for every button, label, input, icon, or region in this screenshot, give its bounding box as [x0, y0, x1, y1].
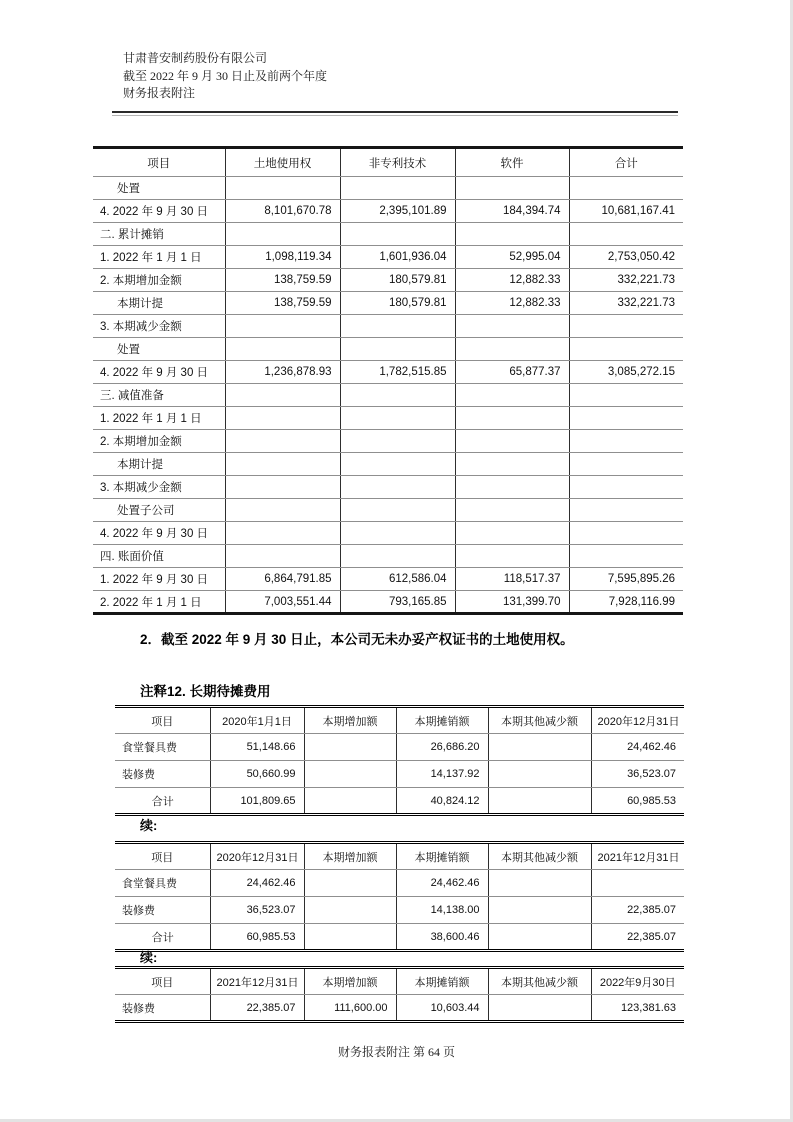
value-cell: 138,759.59 — [225, 292, 340, 315]
value-cell — [225, 499, 340, 522]
table-row — [93, 568, 683, 591]
value-cell: 332,221.73 — [569, 292, 683, 315]
table-row — [93, 407, 683, 430]
value-cell — [225, 338, 340, 361]
row-label-cell: 食堂餐具费 — [115, 734, 210, 761]
value-cell: 52,995.04 — [455, 246, 569, 269]
value-cell — [569, 407, 683, 430]
row-label-cell: 装修费 — [115, 897, 210, 924]
deferred-expenses-table-2020 — [115, 705, 684, 816]
table-row — [115, 897, 684, 924]
value-cell: 51,148.66 — [210, 734, 304, 761]
row-label-cell: 2. 2022 年 1 月 1 日 — [93, 591, 225, 614]
value-cell — [304, 734, 396, 761]
intangible-assets-table — [93, 146, 683, 615]
value-cell — [455, 476, 569, 499]
value-cell: 36,523.07 — [210, 897, 304, 924]
row-label-cell: 二. 累计摊销 — [93, 223, 225, 246]
value-cell — [455, 407, 569, 430]
row-label-cell: 处置 — [93, 177, 225, 200]
row-label-cell: 合计 — [115, 924, 210, 951]
value-cell — [225, 384, 340, 407]
column-header: 合计 — [569, 148, 683, 177]
row-label-cell: 处置 — [93, 338, 225, 361]
value-cell: 118,517.37 — [455, 568, 569, 591]
value-cell — [488, 870, 591, 897]
column-header: 软件 — [455, 148, 569, 177]
value-cell: 7,595,895.26 — [569, 568, 683, 591]
value-cell — [225, 223, 340, 246]
value-cell: 180,579.81 — [340, 269, 455, 292]
header-row — [115, 843, 684, 870]
column-header: 本期增加额 — [304, 843, 396, 870]
value-cell — [455, 315, 569, 338]
column-header: 非专利技术 — [340, 148, 455, 177]
table-row — [93, 522, 683, 545]
value-cell: 3,085,272.15 — [569, 361, 683, 384]
value-cell — [569, 545, 683, 568]
row-label-cell: 2. 本期增加金额 — [93, 430, 225, 453]
table-row — [93, 246, 683, 269]
column-header: 本期其他减少额 — [488, 707, 591, 734]
table-row — [115, 788, 684, 815]
value-cell — [569, 223, 683, 246]
value-cell: 14,138.00 — [396, 897, 488, 924]
column-header: 本期增加额 — [304, 707, 396, 734]
row-label-cell: 装修费 — [115, 995, 210, 1022]
row-label-cell: 三. 减值准备 — [93, 384, 225, 407]
value-cell — [569, 476, 683, 499]
value-cell: 24,462.46 — [396, 870, 488, 897]
value-cell — [569, 338, 683, 361]
table-row — [93, 430, 683, 453]
value-cell: 138,759.59 — [225, 269, 340, 292]
value-cell — [340, 384, 455, 407]
column-header: 项目 — [115, 843, 210, 870]
value-cell — [340, 338, 455, 361]
value-cell — [455, 522, 569, 545]
value-cell — [488, 897, 591, 924]
document-header — [123, 50, 327, 103]
value-cell — [455, 545, 569, 568]
value-cell — [304, 761, 396, 788]
column-header: 项目 — [115, 968, 210, 995]
value-cell: 38,600.46 — [396, 924, 488, 951]
table-row — [93, 223, 683, 246]
value-cell: 332,221.73 — [569, 269, 683, 292]
value-cell — [591, 870, 684, 897]
value-cell — [569, 177, 683, 200]
column-header: 本期其他减少额 — [488, 843, 591, 870]
value-cell — [225, 430, 340, 453]
value-cell: 10,603.44 — [396, 995, 488, 1022]
value-cell — [225, 407, 340, 430]
column-header: 本期摊销额 — [396, 707, 488, 734]
column-header: 2020年12月31日 — [210, 843, 304, 870]
continued-label-2: 续: — [140, 950, 158, 965]
column-header: 本期其他减少额 — [488, 968, 591, 995]
value-cell: 7,928,116.99 — [569, 591, 683, 614]
value-cell — [569, 384, 683, 407]
table-row — [93, 361, 683, 384]
value-cell — [455, 223, 569, 246]
row-label-cell: 4. 2022 年 9 月 30 日 — [93, 200, 225, 223]
value-cell: 22,385.07 — [210, 995, 304, 1022]
table-row — [115, 870, 684, 897]
value-cell: 111,600.00 — [304, 995, 396, 1022]
table-row — [93, 292, 683, 315]
value-cell — [340, 545, 455, 568]
table-row — [93, 177, 683, 200]
row-label-cell: 4. 2022 年 9 月 30 日 — [93, 361, 225, 384]
table-row — [115, 761, 684, 788]
value-cell: 6,864,791.85 — [225, 568, 340, 591]
value-cell: 26,686.20 — [396, 734, 488, 761]
column-header: 本期摊销额 — [396, 968, 488, 995]
value-cell — [455, 177, 569, 200]
value-cell — [569, 522, 683, 545]
value-cell — [340, 430, 455, 453]
document-title: 财务报表附注 — [123, 86, 196, 100]
table-row — [115, 995, 684, 1022]
value-cell: 12,882.33 — [455, 269, 569, 292]
column-header: 2020年12月31日 — [591, 707, 684, 734]
header-divider — [112, 111, 678, 116]
table-row — [93, 200, 683, 223]
value-cell — [304, 924, 396, 951]
table-row — [93, 384, 683, 407]
table-row — [93, 269, 683, 292]
value-cell — [225, 177, 340, 200]
value-cell: 10,681,167.41 — [569, 200, 683, 223]
value-cell — [488, 995, 591, 1022]
column-header: 项目 — [93, 148, 225, 177]
column-header: 本期增加额 — [304, 968, 396, 995]
value-cell — [304, 788, 396, 815]
page-footer: 财务报表附注 第 64 页 — [337, 1045, 455, 1059]
continued-label-1: 续: — [140, 818, 158, 833]
value-cell: 1,098,119.34 — [225, 246, 340, 269]
column-header: 本期摊销额 — [396, 843, 488, 870]
value-cell: 101,809.65 — [210, 788, 304, 815]
table-row — [115, 734, 684, 761]
row-label-cell: 4. 2022 年 9 月 30 日 — [93, 522, 225, 545]
value-cell — [340, 522, 455, 545]
row-label-cell: 本期计提 — [93, 292, 225, 315]
header-row — [93, 148, 683, 177]
deferred-expenses-table-2022 — [115, 966, 684, 1023]
value-cell — [225, 545, 340, 568]
value-cell: 180,579.81 — [340, 292, 455, 315]
value-cell — [488, 924, 591, 951]
value-cell — [569, 499, 683, 522]
value-cell: 60,985.53 — [591, 788, 684, 815]
row-label-cell: 1. 2022 年 9 月 30 日 — [93, 568, 225, 591]
column-header: 2022年9月30日 — [591, 968, 684, 995]
note-no-title-certificate: 2．截至 2022 年 9 月 30 日止，本公司无未办妥产权证书的土地使用权。 — [140, 632, 574, 647]
value-cell — [225, 522, 340, 545]
value-cell — [569, 453, 683, 476]
row-label-cell: 食堂餐具费 — [115, 870, 210, 897]
value-cell — [225, 315, 340, 338]
header-row — [115, 968, 684, 995]
value-cell — [455, 384, 569, 407]
value-cell: 36,523.07 — [591, 761, 684, 788]
column-header: 2021年12月31日 — [210, 968, 304, 995]
value-cell — [488, 761, 591, 788]
value-cell — [340, 315, 455, 338]
value-cell: 60,985.53 — [210, 924, 304, 951]
value-cell — [340, 407, 455, 430]
value-cell — [488, 788, 591, 815]
company-name: 甘肃普安制药股份有限公司 — [123, 51, 268, 65]
row-label-cell: 3. 本期减少金额 — [93, 315, 225, 338]
report-period: 截至 2022 年 9 月 30 日止及前两个年度 — [123, 68, 328, 83]
value-cell: 184,394.74 — [455, 200, 569, 223]
value-cell: 1,601,936.04 — [340, 246, 455, 269]
value-cell: 2,395,101.89 — [340, 200, 455, 223]
column-header: 土地使用权 — [225, 148, 340, 177]
table-row — [93, 338, 683, 361]
value-cell: 8,101,670.78 — [225, 200, 340, 223]
row-label-cell: 本期计提 — [93, 453, 225, 476]
value-cell: 65,877.37 — [455, 361, 569, 384]
value-cell: 22,385.07 — [591, 924, 684, 951]
value-cell: 14,137.92 — [396, 761, 488, 788]
table-row — [93, 453, 683, 476]
value-cell: 1,782,515.85 — [340, 361, 455, 384]
value-cell — [304, 870, 396, 897]
value-cell — [340, 453, 455, 476]
row-label-cell: 装修费 — [115, 761, 210, 788]
column-header: 2020年1月1日 — [210, 707, 304, 734]
value-cell — [455, 499, 569, 522]
table-row — [115, 924, 684, 951]
value-cell — [225, 476, 340, 499]
table-row — [93, 315, 683, 338]
value-cell: 40,824.12 — [396, 788, 488, 815]
value-cell: 24,462.46 — [591, 734, 684, 761]
value-cell: 24,462.46 — [210, 870, 304, 897]
note12-section-title: 注释12. 长期待摊费用 — [140, 684, 271, 699]
value-cell: 12,882.33 — [455, 292, 569, 315]
table-row — [93, 591, 683, 614]
value-cell: 22,385.07 — [591, 897, 684, 924]
value-cell: 131,399.70 — [455, 591, 569, 614]
value-cell — [340, 476, 455, 499]
row-label-cell: 1. 2022 年 1 月 1 日 — [93, 246, 225, 269]
table-row — [93, 499, 683, 522]
value-cell: 2,753,050.42 — [569, 246, 683, 269]
row-label-cell: 1. 2022 年 1 月 1 日 — [93, 407, 225, 430]
value-cell — [455, 453, 569, 476]
value-cell: 793,165.85 — [340, 591, 455, 614]
value-cell: 123,381.63 — [591, 995, 684, 1022]
value-cell — [340, 223, 455, 246]
column-header: 2021年12月31日 — [591, 843, 684, 870]
value-cell — [569, 430, 683, 453]
value-cell — [488, 734, 591, 761]
value-cell — [340, 499, 455, 522]
row-label-cell: 2. 本期增加金额 — [93, 269, 225, 292]
value-cell: 7,003,551.44 — [225, 591, 340, 614]
value-cell — [569, 315, 683, 338]
value-cell: 612,586.04 — [340, 568, 455, 591]
table-row — [93, 545, 683, 568]
value-cell — [225, 453, 340, 476]
row-label-cell: 处置子公司 — [93, 499, 225, 522]
table-row — [93, 476, 683, 499]
row-label-cell: 四. 账面价值 — [93, 545, 225, 568]
value-cell: 1,236,878.93 — [225, 361, 340, 384]
value-cell — [340, 177, 455, 200]
value-cell — [304, 897, 396, 924]
value-cell — [455, 338, 569, 361]
row-label-cell: 3. 本期减少金额 — [93, 476, 225, 499]
deferred-expenses-table-2021 — [115, 841, 684, 952]
value-cell — [455, 430, 569, 453]
header-row — [115, 707, 684, 734]
row-label-cell: 合计 — [115, 788, 210, 815]
column-header: 项目 — [115, 707, 210, 734]
value-cell: 50,660.99 — [210, 761, 304, 788]
